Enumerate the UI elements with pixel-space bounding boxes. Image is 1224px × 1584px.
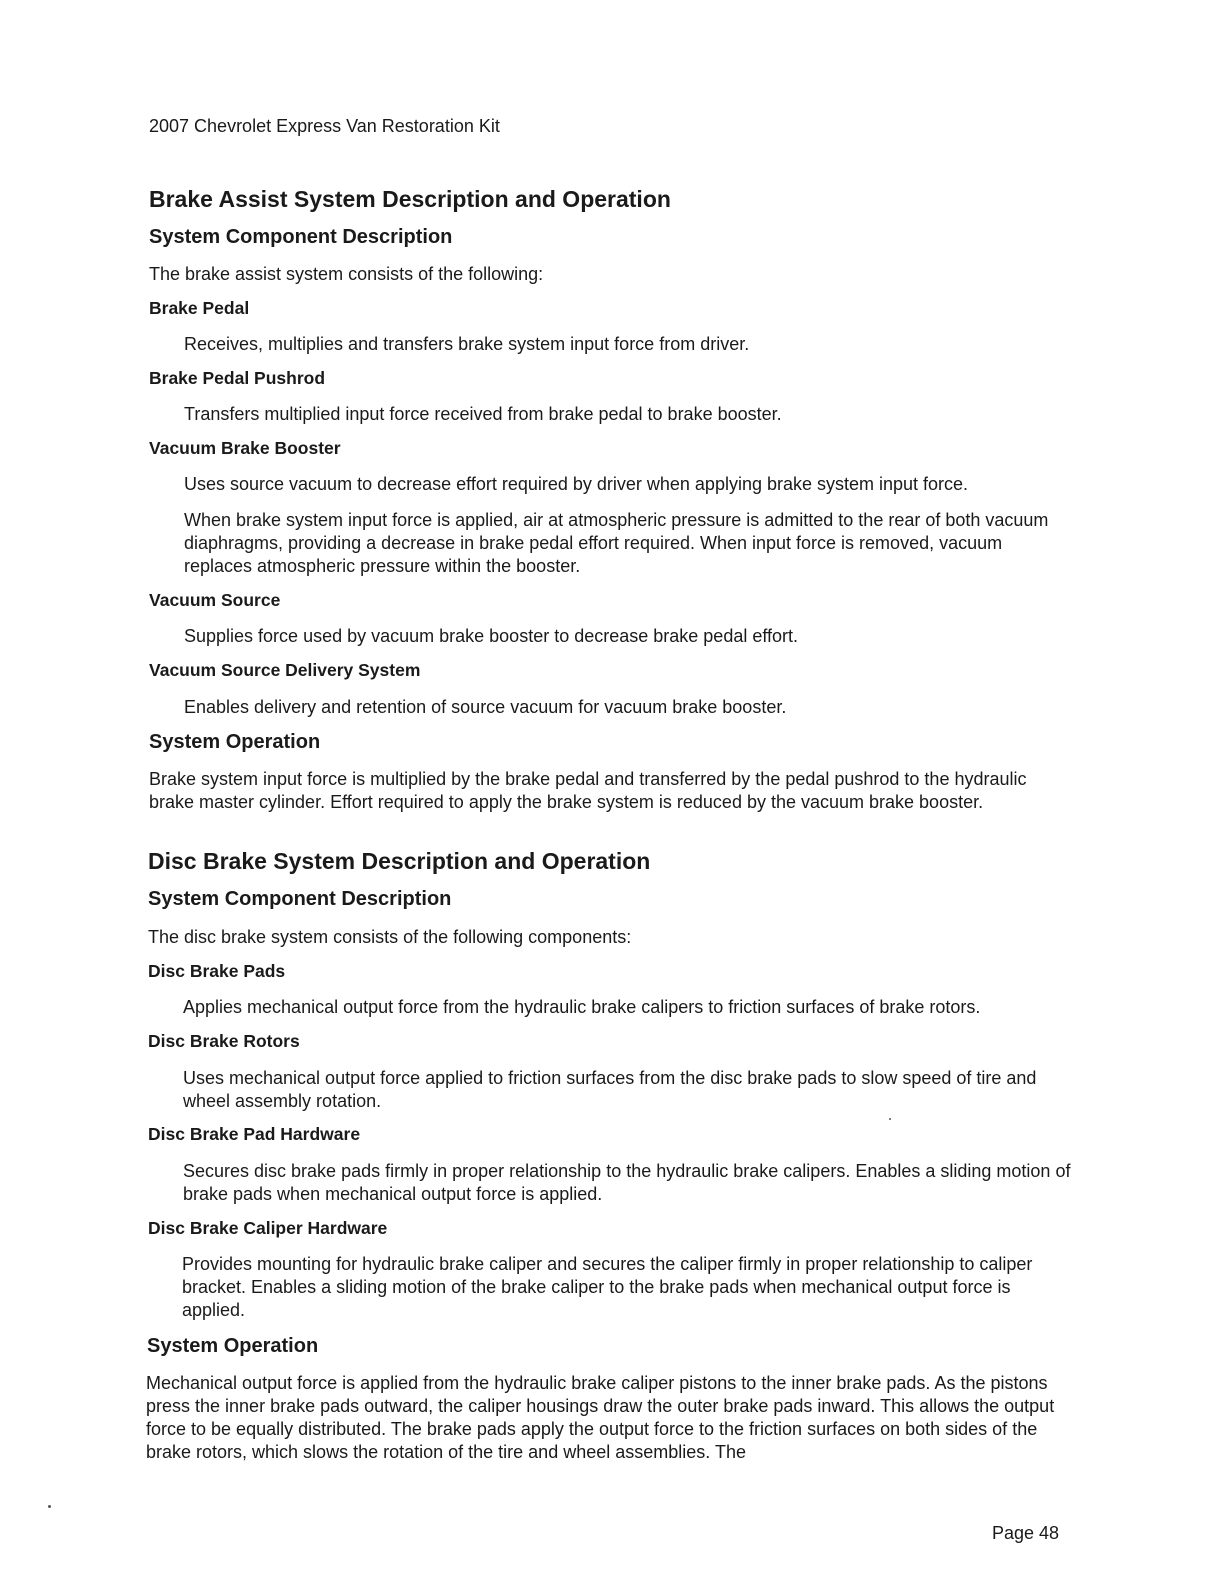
component-name: Brake Pedal Pushrod	[149, 368, 326, 388]
page-number: Page 48	[992, 1523, 1060, 1543]
disc-brake-operation-heading: System Operation	[147, 1335, 319, 1357]
brake-assist-title: Brake Assist System Description and Operation	[149, 186, 671, 212]
component-description: Applies mechanical output force from the hydraulic brake calipers to friction surfaces of brake rotors.	[183, 997, 981, 1017]
component-description: Transfers multiplied input force received from brake pedal to brake booster.	[184, 404, 782, 424]
brake-assist-component-heading: System Component Description	[149, 226, 453, 248]
component-name: Brake Pedal	[149, 298, 250, 318]
document-header: 2007 Chevrolet Express Van Restoration Kit	[149, 116, 500, 136]
component-description: Provides mounting for hydraulic brake caliper and secures the caliper firmly in proper relationship to caliper bracket. Enables a sliding motion of the brake caliper to the brake pads when mechanical output force is applied.	[182, 1254, 1033, 1320]
scan-speck	[889, 1118, 891, 1120]
disc-brake-operation-text: Mechanical output force is applied from the hydraulic brake caliper pistons to the inner brake pads. As the pistons press the inner brake pads outward, the caliper housings draw the outer brake pads inward. This allows the output force to be equally distributed. The brake pads apply the output force to the friction surfaces on both sides of the brake rotors, which slows the rotation of the tire and wheel assemblies. The	[146, 1373, 1055, 1462]
scan-speck	[48, 1505, 51, 1508]
disc-brake-component-heading: System Component Description	[148, 888, 452, 910]
component-name: Vacuum Source Delivery System	[149, 660, 421, 680]
component-description: Enables delivery and retention of source vacuum for vacuum brake booster.	[184, 697, 787, 717]
component-name: Vacuum Source	[149, 590, 281, 610]
brake-assist-operation-heading: System Operation	[149, 731, 321, 753]
component-name: Disc Brake Pads	[148, 961, 286, 981]
component-description: Uses mechanical output force applied to friction surfaces from the disc brake pads to slow speed of tire and wheel assembly rotation.	[183, 1068, 1037, 1111]
brake-assist-operation-text: Brake system input force is multiplied by the brake pedal and transferred by the pedal pushrod to the hydraulic brake master cylinder. Effort required to apply the brake system is reduced by the vacuum brake booster.	[149, 769, 1027, 812]
component-name: Disc Brake Pad Hardware	[148, 1124, 361, 1144]
component-description: Secures disc brake pads firmly in proper relationship to the hydraulic brake calipers. Enables a sliding motion of brake pads when mechanical output force is applied.	[183, 1161, 1071, 1204]
component-name: Vacuum Brake Booster	[149, 438, 341, 458]
component-description: When brake system input force is applied, air at atmospheric pressure is admitted to the rear of both vacuum diaphragms, providing a decrease in brake pedal effort required. When input force is removed, vacuum replaces atmospheric pressure within the booster.	[184, 510, 1049, 576]
disc-brake-title: Disc Brake System Description and Operation	[148, 848, 651, 874]
component-description: Supplies force used by vacuum brake booster to decrease brake pedal effort.	[184, 626, 799, 646]
component-name: Disc Brake Rotors	[148, 1031, 300, 1051]
component-name: Disc Brake Caliper Hardware	[148, 1218, 388, 1238]
disc-brake-intro: The disc brake system consists of the following components:	[148, 927, 632, 947]
brake-assist-intro: The brake assist system consists of the following:	[149, 264, 544, 284]
component-description: Receives, multiplies and transfers brake system input force from driver.	[184, 334, 750, 354]
component-description: Uses source vacuum to decrease effort required by driver when applying brake system input force.	[184, 474, 969, 494]
